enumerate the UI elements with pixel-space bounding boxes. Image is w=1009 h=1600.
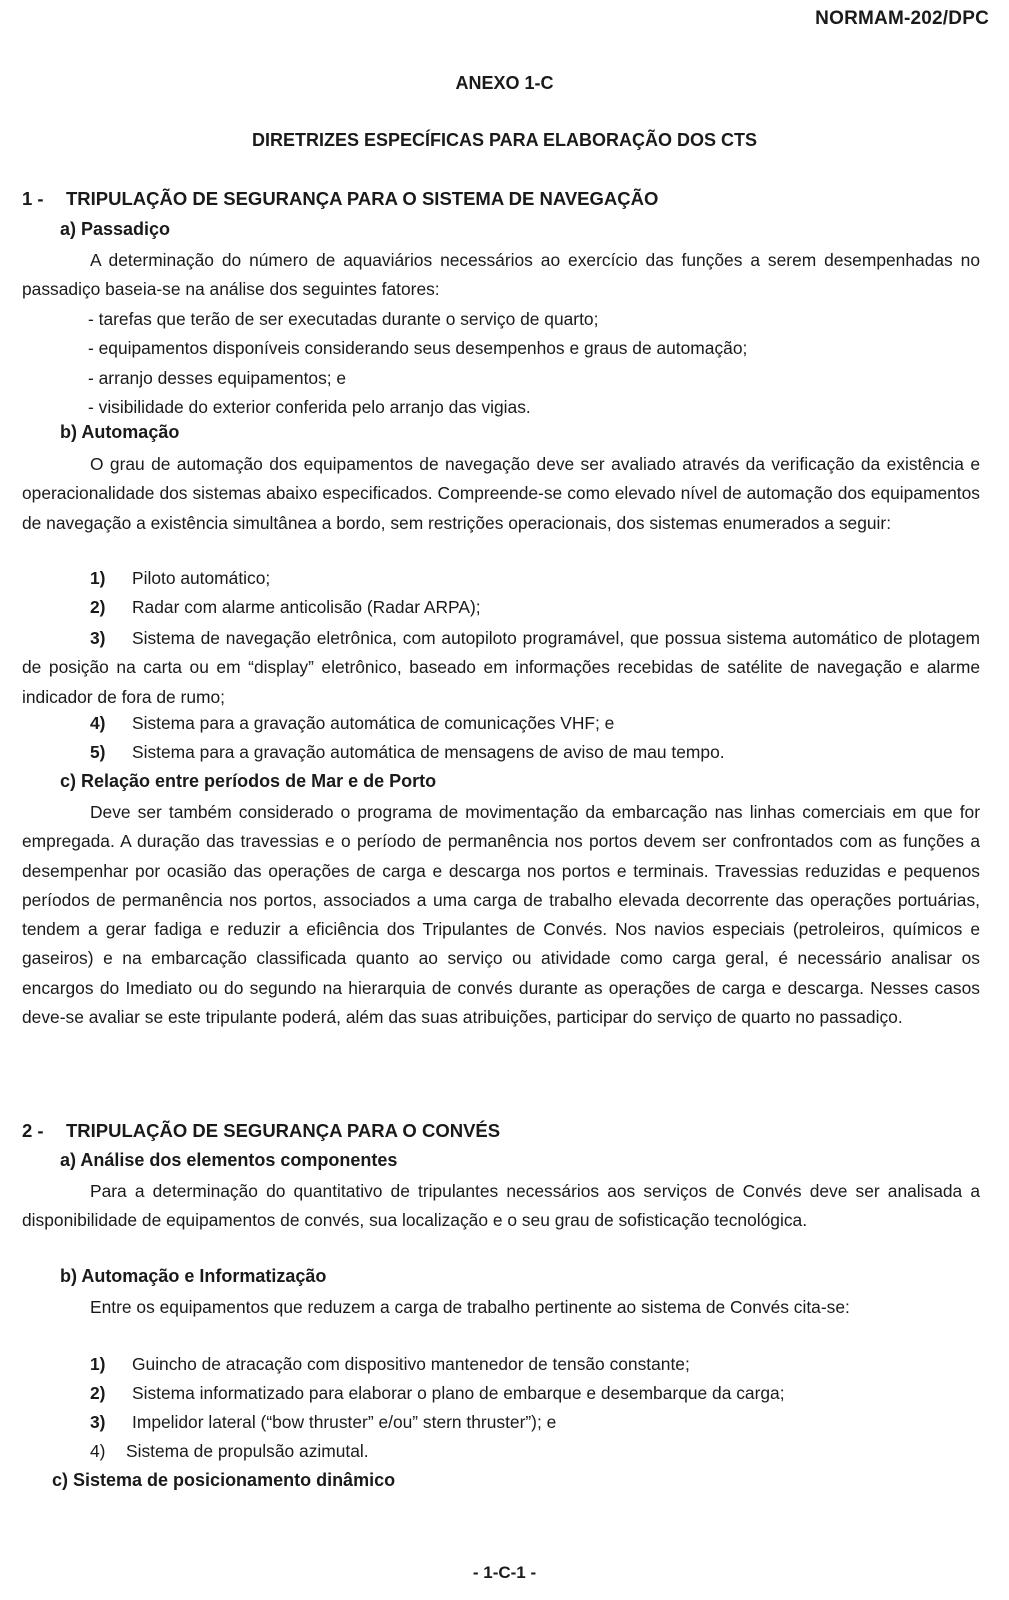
subsection-1b-heading: b) Automação (60, 422, 180, 442)
section-2-heading (22, 1120, 500, 1142)
subsection-2a-paragraph: Para a determinação do quantitativo de tripulantes necessários aos serviços de Convés deve ser analisada a disponibilidade de equipamentos de convés, sua localização e o seu grau de sofisticação tecnológica. (22, 1181, 980, 1231)
subsection-2c-heading: c) Sistema de posicionamento dinâmico (52, 1470, 396, 1490)
list-item: 2) Radar com alarme anticolisão (Radar ARPA); (90, 597, 481, 617)
subsection-2b-heading: b) Automação e Informatização (60, 1266, 327, 1286)
list-item: 5) Sistema para a gravação automática de mensagens de aviso de mau tempo. (90, 742, 725, 762)
subsection-2a-heading: a) Análise dos elementos componentes (60, 1150, 398, 1170)
section-number: 1 - (22, 188, 44, 209)
subsection-1a-paragraph: A determinação do número de aquaviários necessários ao exercício das funções a serem desempenhadas no passadiço baseia-se na análise dos seguintes fatores: (22, 250, 980, 300)
list-item: 3) Sistema de navegação eletrônica, com autopiloto programável, que possua sistema automático de plotagem de posição na carta ou em “display” eletrônico, baseado em informações recebidas de satélite de navegação e alarme indicador de fora de rumo; (22, 628, 980, 707)
list-item: 2) Sistema informatizado para elaborar o plano de embarque e desembarque da carga; (90, 1383, 785, 1403)
section-number: 2 - (22, 1120, 44, 1141)
list-item: 3) Impelidor lateral (“bow thruster” e/ou” stern thruster”); e (90, 1412, 557, 1432)
subsection-1c-paragraph: Deve ser também considerado o programa de movimentação da embarcação nas linhas comerciais em que for empregada. A duração das travessias e o período de permanência nos portos devem ser confrontados com as funções a desempenhar por ocasião das operações de carga e descarga nos portos e terminais. Travessias reduzidas e pequenos períodos de permanência nos portos, associados a uma carga de trabalho elevada decorrente das operações portuárias, tendem a gerar fadiga e reduzir a eficiência dos Tripulantes de Convés. Nos navios especiais (petroleiros, químicos e gaseiros) e na embarcação classificada quanto ao serviço ou atividade como carga geral, é necessário analisar os encargos do Imediato ou do segundo na hierarquia de convés durante as operações de carga e descarga. Nesses casos deve-se avaliar se este tripulante poderá, além das suas atribuições, participar do serviço de quarto no passadiço. (22, 802, 980, 1028)
section-1-heading (22, 188, 658, 210)
list-item: - arranjo desses equipamentos; e (88, 367, 347, 388)
annex-title: ANEXO 1-C (455, 73, 554, 93)
list-item: 4) Sistema para a gravação automática de comunicações VHF; e (90, 713, 615, 733)
list-item: 1) Guincho de atracação com dispositivo mantenedor de tensão constante; (90, 1354, 690, 1374)
list-item: 1) Piloto automático; (90, 568, 271, 588)
list-item: 4) Sistema de propulsão azimutal. (90, 1441, 369, 1461)
subsection-1b-paragraph: O grau de automação dos equipamentos de navegação deve ser avaliado através da verificação da existência e operacionalidade dos sistemas abaixo especificados. Compreende-se como elevado nível de automação dos equipamentos de navegação a existência simultânea a bordo, sem restrições operacionais, dos sistemas enumerados a seguir: (22, 454, 980, 533)
section-title: TRIPULAÇÃO DE SEGURANÇA PARA O SISTEMA DE NAVEGAÇÃO (66, 188, 659, 209)
subsection-1c-heading: c) Relação entre períodos de Mar e de Porto (60, 771, 437, 791)
subsection-2b-paragraph: Entre os equipamentos que reduzem a carga de trabalho pertinente ao sistema de Convés cita-se: (90, 1297, 850, 1317)
section-title: TRIPULAÇÃO DE SEGURANÇA PARA O CONVÉS (66, 1120, 501, 1141)
subsection-1a-heading: a) Passadiço (60, 219, 171, 239)
page-number: - 1-C-1 - (472, 1563, 537, 1582)
list-item: - equipamentos disponíveis considerando seus desempenhos e graus de automação; (88, 338, 748, 359)
list-item: - visibilidade do exterior conferida pelo arranjo das vigias. (88, 396, 531, 417)
list-item: - tarefas que terão de ser executadas durante o serviço de quarto; (88, 309, 599, 329)
document-code: NORMAM-202/DPC (815, 8, 989, 29)
document-title: DIRETRIZES ESPECÍFICAS PARA ELABORAÇÃO DOS CTS (251, 130, 758, 150)
subsection-1a-bullet-list (88, 305, 747, 422)
